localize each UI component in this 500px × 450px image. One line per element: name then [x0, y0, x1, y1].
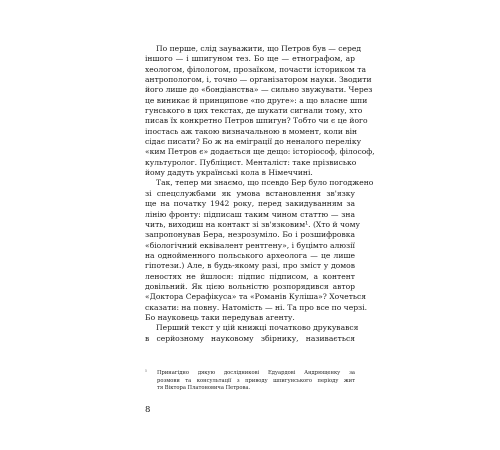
body-line: це виникає й принципове «по друге»: а що власне шпи [145, 95, 368, 105]
footnote-line: тя Віктора Платоновича Петрова. [157, 385, 251, 391]
body-line: «Доктора Серафікуса» та «Романів Куліша»? Хочеться [145, 292, 367, 302]
page-number: 8 [145, 405, 151, 415]
body-line: гунського в цих текстах, де шукати сигнали тому, хто [145, 106, 363, 116]
body-line: сідає писати? Бо ж на еміграції до неналого переліку [145, 137, 362, 147]
body-line: чить, виходиш на контакт зі зв'язковим¹. (Хто й чому [145, 219, 360, 229]
body-line: Так, тепер ми знаємо, що псевдо Бер було погоджено [156, 178, 374, 188]
body-line: писав їх конкретно Петров шпигун? Тобто чи є це його [145, 116, 368, 126]
footnote [145, 370, 355, 393]
body-line: на однойменного польського археолога — це лише [145, 250, 355, 260]
body-line: йому дадуть українські кола в Німеччині. [145, 168, 313, 178]
body-line: іншого — і шпигуном тез. Бо ще — етнографом, ар [145, 54, 355, 64]
body-line: ще на початку 1942 року, перед закидуванням за [145, 199, 355, 209]
footnote-marker: ¹ [145, 369, 148, 375]
body-line: хеологом, філологом, прозаїком, почасти істориком та [145, 64, 366, 74]
body-line: в серйозному науковому збірнику, називається [145, 333, 355, 343]
body-line: сказати: на повну. Натомість — ні. Та про все по черзі. [145, 302, 368, 312]
body-line: культуролог. Публіцист. Менталіст: таке прізвисько [145, 157, 357, 167]
footnote-line: Принагідно дякую дослідникові Едуардові Андрющенку за [157, 370, 355, 376]
body-line: «біологічний еквівалент рентгену», і буцімто алюзії [145, 240, 355, 250]
body-line: леностях не йшлося: підпис підписом, а контент [145, 271, 355, 281]
body-line: іпостась аж такою визначальною в момент, коли він [145, 126, 358, 136]
body-line: запропонував Бера, незрозуміло. Бо і розшифровка [145, 230, 355, 240]
body-line: Перший текст у цій книжці початково друкувався [156, 323, 359, 333]
body-line: гіпотези.) Але, в будь-якому разі, про зміст у домов [145, 261, 355, 271]
body-line: «ким Петров є» додається ще дещо: історіософ, філософ, [145, 147, 375, 157]
body-line: його лише до «бондіанства» — сильно звужувати. Через [145, 85, 373, 95]
body-text [145, 44, 375, 344]
body-line: лінію фронту: підписаш таким чином статтю — зна [145, 209, 355, 219]
body-line: довільний. Як цією вольністю розпорядився автор [145, 281, 355, 291]
body-line: антропологом, і, точно — організатором науки. Зводити [145, 75, 372, 85]
footnote-line: розмови та консультації з приводу шпигунського періоду жит [157, 377, 355, 384]
body-line: По перше, слід зауважити, що Петров був — серед [156, 44, 362, 53]
body-line: Бо науковець таки передував агенту. [145, 312, 295, 322]
body-line: зі спецслужбами як умова встановлення зв'язку [145, 188, 355, 198]
